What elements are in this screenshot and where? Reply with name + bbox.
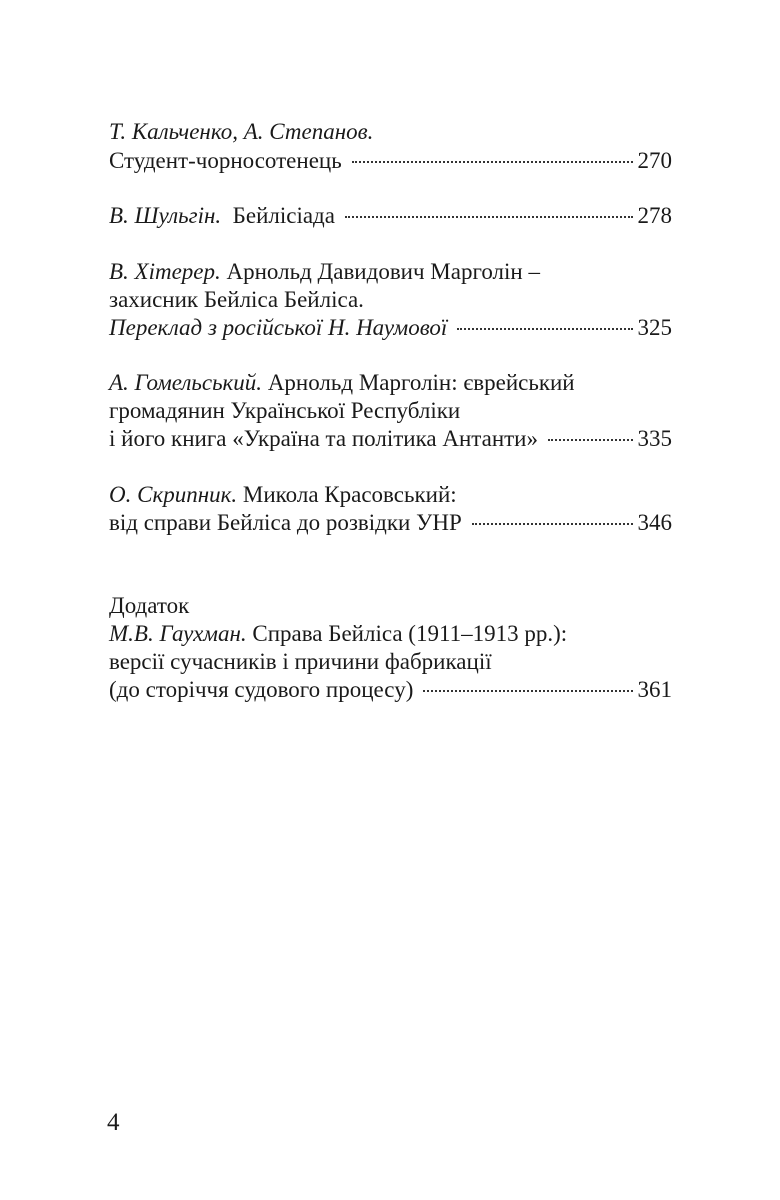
appendix-title-part-2: версії сучасників і причини фабрикації — [109, 649, 492, 674]
entry-3-title-part-1: Арнольд Давидович Марголін – — [226, 259, 540, 284]
appendix-page: 361 — [637, 677, 672, 702]
entry-2-title: Бейлісіада — [232, 203, 335, 228]
appendix-title-part-1: Справа Бейліса (1911–1913 рр.): — [252, 621, 568, 646]
appendix-heading: Додаток — [109, 593, 190, 618]
entry-4-title-part-1: Арнольд Марголін: єврейський — [267, 370, 575, 395]
entry-1-author-line — [109, 117, 672, 147]
entry-2-line — [109, 201, 672, 231]
appendix-title-part-3: (до сторіччя судового процесу) — [109, 677, 414, 702]
dot-leader — [548, 439, 633, 441]
entry-1-author: Т. Кальченко, А. Степанов. — [109, 119, 374, 144]
entry-5-title-part-2: від справи Бейліса до розвідки УНР — [109, 510, 462, 535]
appendix-line-3 — [109, 675, 672, 705]
entry-5-line-1 — [109, 480, 672, 510]
entry-3-line-2 — [109, 285, 672, 315]
entry-3-author: В. Хітерер. — [109, 259, 221, 284]
dot-leader — [345, 216, 633, 218]
dot-leader — [352, 161, 633, 163]
entry-1-page: 270 — [637, 148, 672, 173]
appendix-heading-line — [109, 591, 672, 621]
entry-4-line-2 — [109, 396, 672, 426]
entry-3-line-1 — [109, 257, 672, 287]
appendix-author: М.В. Гаухман. — [109, 621, 247, 646]
appendix-line-2 — [109, 647, 672, 677]
entry-3-title-part-2: захисник Бейліса Бейліса. — [109, 287, 364, 312]
entry-3-translation-note: Переклад з російської Н. Наумової — [109, 315, 448, 340]
entry-1-title: Студент-чорносотенець — [109, 148, 342, 173]
dot-leader — [457, 328, 632, 330]
entry-2-author: В. Шульгін. — [109, 203, 222, 228]
dot-leader — [472, 523, 633, 525]
entry-4-line-1 — [109, 368, 672, 398]
entry-3-page: 325 — [637, 315, 672, 340]
entry-5-page: 346 — [637, 510, 672, 535]
entry-4-title-part-2: громадянин Української Республіки — [109, 398, 461, 423]
entry-5-line-2 — [109, 508, 672, 538]
entry-4-title-part-3: і його книга «Україна та політика Антанти» — [109, 426, 538, 451]
entry-2-page: 278 — [637, 203, 672, 228]
entry-4-author: А. Гомельський. — [109, 370, 263, 395]
appendix-line-1 — [109, 619, 672, 649]
dot-leader — [423, 690, 632, 692]
entry-4-line-3 — [109, 424, 672, 454]
page-number: 4 — [107, 1109, 120, 1136]
entry-5-author: О. Скрипник. — [109, 482, 238, 507]
entry-1-title-line — [109, 146, 672, 176]
entry-3-line-3 — [109, 313, 672, 343]
entry-5-title-part-1: Микола Красовський: — [242, 482, 457, 507]
entry-4-page: 335 — [637, 426, 672, 451]
